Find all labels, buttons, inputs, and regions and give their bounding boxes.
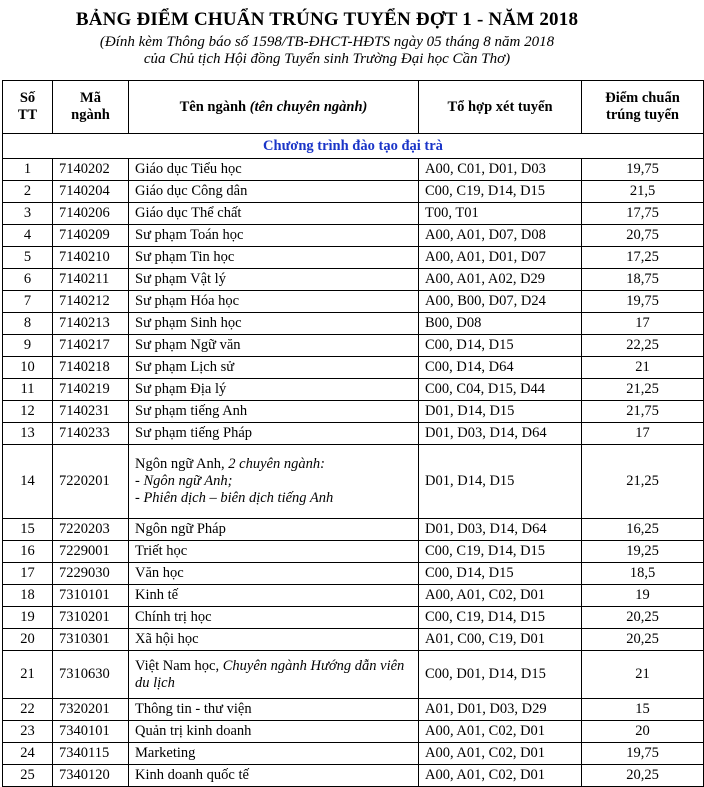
table-row	[3, 247, 704, 269]
cell-code: 7140211	[53, 269, 129, 291]
cell-name: Quản trị kinh doanh	[129, 721, 419, 743]
cell-name-main: Việt Nam học,	[135, 657, 223, 674]
cell-name: Thông tin - thư viện	[129, 699, 419, 721]
cell-code: 7310101	[53, 585, 129, 607]
cell-score: 20,25	[582, 607, 704, 629]
section-label: Chương trình đào tạo đại trà	[3, 134, 704, 159]
table-row	[3, 269, 704, 291]
table-row	[3, 445, 704, 519]
cell-combo: C00, D14, D64	[419, 357, 582, 379]
header-name	[129, 81, 419, 134]
cell-combo: A00, A01, C02, D01	[419, 743, 582, 765]
cell-stt: 4	[3, 225, 53, 247]
header-stt-line-1: Số	[19, 90, 36, 106]
cell-stt: 21	[3, 651, 53, 699]
cell-name: Văn học	[129, 563, 419, 585]
cell-name: Sư phạm Vật lý	[129, 269, 419, 291]
cell-combo: C00, C19, D14, D15	[419, 607, 582, 629]
cell-combo: A00, A01, D07, D08	[419, 225, 582, 247]
cell-name: Sư phạm Sinh học	[129, 313, 419, 335]
cell-name: Giáo dục Tiểu học	[129, 159, 419, 181]
table-row	[3, 203, 704, 225]
cell-combo: A01, D01, D03, D29	[419, 699, 582, 721]
table-row	[3, 651, 704, 699]
cell-code: 7340120	[53, 765, 129, 787]
cell-name-italic: Chuyên ngành Hướng dẫn viên	[222, 657, 405, 674]
cell-score: 21	[582, 357, 704, 379]
cell-stt: 14	[3, 445, 53, 519]
page-subtitle	[0, 34, 654, 70]
page-title: BẢNG ĐIỂM CHUẨN TRÚNG TUYỂN ĐỢT 1 - NĂM 2018	[75, 9, 579, 30]
cell-code: 7229001	[53, 541, 129, 563]
cell-code: 7340115	[53, 743, 129, 765]
table-row	[3, 379, 704, 401]
header-score	[582, 81, 704, 134]
cell-name: Chính trị học	[129, 607, 419, 629]
score-table	[2, 80, 704, 787]
cell-stt: 12	[3, 401, 53, 423]
cell-score: 19,75	[582, 291, 704, 313]
cell-combo: C00, C19, D14, D15	[419, 181, 582, 203]
cell-combo: A00, A01, C02, D01	[419, 585, 582, 607]
cell-name: Sư phạm Hóa học	[129, 291, 419, 313]
cell-combo: A00, C01, D01, D03	[419, 159, 582, 181]
cell-stt: 1	[3, 159, 53, 181]
header-combo: Tổ hợp xét tuyển	[419, 81, 582, 134]
table-row	[3, 291, 704, 313]
cell-score: 21,25	[582, 445, 704, 519]
cell-combo: C00, D01, D14, D15	[419, 651, 582, 699]
cell-stt: 5	[3, 247, 53, 269]
cell-code: 7140210	[53, 247, 129, 269]
cell-stt: 15	[3, 519, 53, 541]
cell-name	[129, 651, 419, 699]
cell-score: 17	[582, 423, 704, 445]
header-name-note: (tên chuyên ngành)	[249, 98, 368, 115]
subtitle-line-2: của Chủ tịch Hội đồng Tuyển sinh Trường Đại học Cần Thơ)	[143, 51, 511, 67]
cell-stt: 17	[3, 563, 53, 585]
cell-code: 7140204	[53, 181, 129, 203]
cell-combo: C00, C04, D15, D44	[419, 379, 582, 401]
cell-combo: A00, A01, C02, D01	[419, 765, 582, 787]
cell-combo: T00, T01	[419, 203, 582, 225]
table-row	[3, 629, 704, 651]
table-row	[3, 335, 704, 357]
cell-score: 19,75	[582, 743, 704, 765]
cell-combo: C00, D14, D15	[419, 563, 582, 585]
cell-code: 7140202	[53, 159, 129, 181]
table-row	[3, 721, 704, 743]
header-stt	[3, 81, 53, 134]
table-row	[3, 607, 704, 629]
header-code: Mã ngành	[53, 81, 129, 134]
table-header-row	[3, 81, 704, 134]
table-row	[3, 765, 704, 787]
cell-name	[129, 445, 419, 519]
cell-name: Giáo dục Công dân	[129, 181, 419, 203]
cell-combo: A00, B00, D07, D24	[419, 291, 582, 313]
cell-name-sub-1: - Ngôn ngữ Anh;	[135, 473, 233, 489]
cell-stt: 23	[3, 721, 53, 743]
cell-stt: 20	[3, 629, 53, 651]
cell-score: 18,75	[582, 269, 704, 291]
cell-score: 21,75	[582, 401, 704, 423]
cell-code: 7140219	[53, 379, 129, 401]
cell-name-line-1	[135, 456, 412, 473]
cell-stt: 16	[3, 541, 53, 563]
cell-score: 20	[582, 721, 704, 743]
cell-name: Triết học	[129, 541, 419, 563]
cell-combo: B00, D08	[419, 313, 582, 335]
cell-name: Sư phạm Ngữ văn	[129, 335, 419, 357]
cell-stt: 19	[3, 607, 53, 629]
cell-score: 17	[582, 313, 704, 335]
cell-code: 7140218	[53, 357, 129, 379]
cell-name: Giáo dục Thể chất	[129, 203, 419, 225]
cell-score: 15	[582, 699, 704, 721]
cell-combo: A00, A01, D01, D07	[419, 247, 582, 269]
cell-combo: A00, A01, A02, D29	[419, 269, 582, 291]
cell-code: 7340101	[53, 721, 129, 743]
cell-name: Sư phạm tiếng Anh	[129, 401, 419, 423]
cell-code: 7310630	[53, 651, 129, 699]
cell-score: 18,5	[582, 563, 704, 585]
cell-score: 17,25	[582, 247, 704, 269]
cell-combo: A01, C00, C19, D01	[419, 629, 582, 651]
cell-name: Kinh doanh quốc tế	[129, 765, 419, 787]
cell-name: Marketing	[129, 743, 419, 765]
cell-stt: 10	[3, 357, 53, 379]
cell-name-line-1	[135, 658, 412, 675]
cell-stt: 24	[3, 743, 53, 765]
cell-code: 7140233	[53, 423, 129, 445]
table-row	[3, 357, 704, 379]
cell-stt: 18	[3, 585, 53, 607]
cell-name: Kinh tế	[129, 585, 419, 607]
cell-score: 20,75	[582, 225, 704, 247]
cell-code: 7140231	[53, 401, 129, 423]
cell-score: 21,5	[582, 181, 704, 203]
cell-name: Sư phạm Địa lý	[129, 379, 419, 401]
cell-code: 7140213	[53, 313, 129, 335]
cell-code: 7220203	[53, 519, 129, 541]
cell-score: 19,25	[582, 541, 704, 563]
cell-name: Sư phạm Toán học	[129, 225, 419, 247]
cell-stt: 13	[3, 423, 53, 445]
table-row	[3, 563, 704, 585]
cell-combo: C00, D14, D15	[419, 335, 582, 357]
cell-code: 7140217	[53, 335, 129, 357]
cell-stt: 3	[3, 203, 53, 225]
cell-stt: 6	[3, 269, 53, 291]
cell-stt: 7	[3, 291, 53, 313]
cell-name: Ngôn ngữ Pháp	[129, 519, 419, 541]
table-row	[3, 541, 704, 563]
cell-stt: 11	[3, 379, 53, 401]
cell-combo: D01, D14, D15	[419, 445, 582, 519]
cell-name: Sư phạm tiếng Pháp	[129, 423, 419, 445]
cell-score: 17,75	[582, 203, 704, 225]
table-row	[3, 159, 704, 181]
cell-name-sub-2: - Phiên dịch – biên dịch tiếng Anh	[135, 490, 334, 506]
cell-score: 20,25	[582, 765, 704, 787]
cell-score: 20,25	[582, 629, 704, 651]
cell-stt: 2	[3, 181, 53, 203]
cell-score: 19,75	[582, 159, 704, 181]
table-row	[3, 519, 704, 541]
cell-code: 7310301	[53, 629, 129, 651]
cell-combo: A00, A01, C02, D01	[419, 721, 582, 743]
cell-name: Sư phạm Tin học	[129, 247, 419, 269]
cell-stt: 25	[3, 765, 53, 787]
cell-code: 7140206	[53, 203, 129, 225]
cell-name: Sư phạm Lịch sử	[129, 357, 419, 379]
header-name-main: Tên ngành	[179, 98, 247, 115]
header-stt-line-2: TT	[17, 107, 38, 123]
cell-stt: 9	[3, 335, 53, 357]
table-row	[3, 313, 704, 335]
cell-name-main: Ngôn ngữ Anh,	[135, 456, 229, 472]
cell-combo: D01, D14, D15	[419, 401, 582, 423]
cell-name-line-2: du lịch	[135, 674, 175, 691]
cell-code: 7140209	[53, 225, 129, 247]
header-score-line-2: trúng tuyển	[606, 107, 679, 123]
cell-combo: D01, D03, D14, D64	[419, 423, 582, 445]
table-row	[3, 585, 704, 607]
table-row	[3, 225, 704, 247]
subtitle-line-1: (Đính kèm Thông báo số 1598/TB-ĐHCT-HĐTS ngày 05 tháng 8 năm 2018	[99, 34, 555, 50]
cell-score: 19	[582, 585, 704, 607]
cell-code: 7220201	[53, 445, 129, 519]
section-row	[3, 134, 704, 159]
cell-name: Xã hội học	[129, 629, 419, 651]
cell-code: 7140212	[53, 291, 129, 313]
cell-score: 21,25	[582, 379, 704, 401]
cell-code: 7229030	[53, 563, 129, 585]
cell-stt: 22	[3, 699, 53, 721]
cell-score: 22,25	[582, 335, 704, 357]
table-row	[3, 401, 704, 423]
cell-combo: C00, C19, D14, D15	[419, 541, 582, 563]
cell-code: 7310201	[53, 607, 129, 629]
cell-combo: D01, D03, D14, D64	[419, 519, 582, 541]
cell-score: 21	[582, 651, 704, 699]
cell-score: 16,25	[582, 519, 704, 541]
cell-name-italic: 2 chuyên ngành:	[228, 456, 325, 472]
table-row	[3, 699, 704, 721]
cell-code: 7320201	[53, 699, 129, 721]
table-row	[3, 423, 704, 445]
header-score-line-1: Điểm chuẩn	[605, 90, 680, 106]
table-row	[3, 181, 704, 203]
cell-stt: 8	[3, 313, 53, 335]
table-row	[3, 743, 704, 765]
